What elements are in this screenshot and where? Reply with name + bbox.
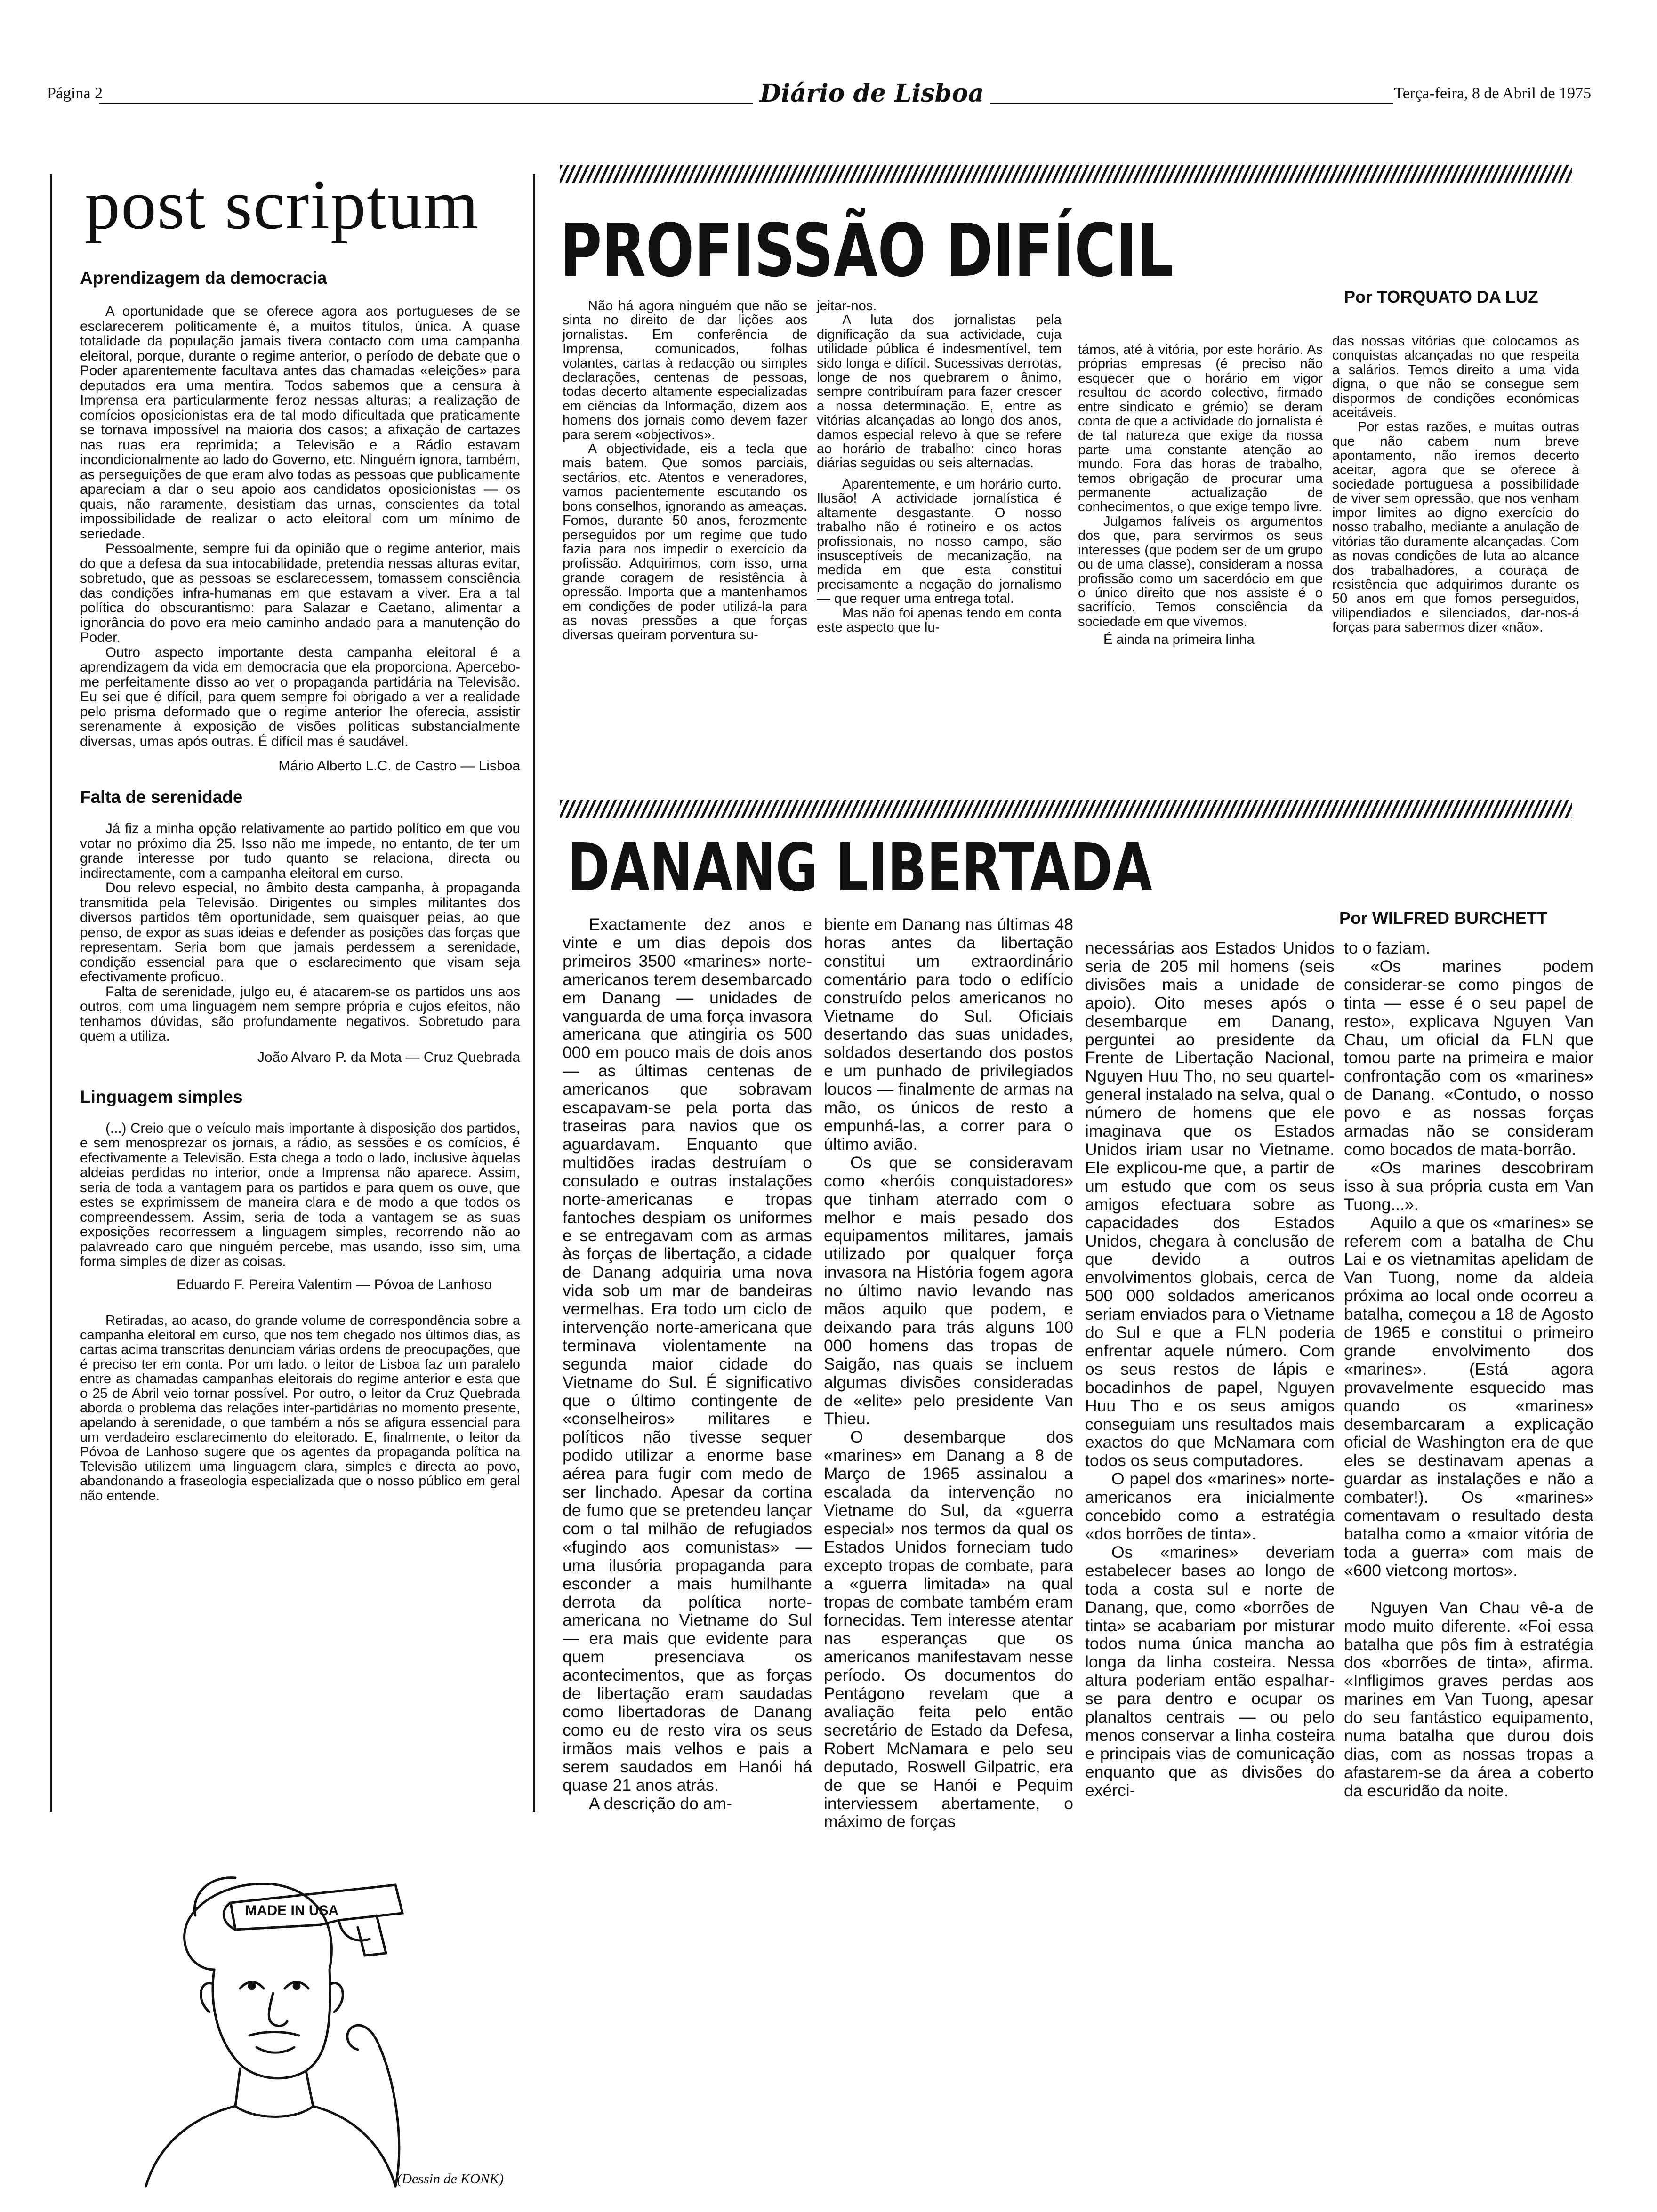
article-paragraph: O papel dos «marines» norte-americanos era inicialmente concebido como a estratégia «dos borrões de tinta».	[1085, 1469, 1335, 1543]
danang-column-4	[1344, 939, 1593, 1800]
section-divider	[560, 165, 1572, 183]
letter-body	[80, 304, 520, 749]
article-paragraph: Mas não foi apenas tendo em conta este aspecto que lu-	[817, 605, 1062, 635]
danang-headline: DANANG LIBERTADA	[567, 830, 1153, 906]
letter-heading: Falta de serenidade	[80, 787, 243, 807]
cartoon	[94, 1814, 518, 2191]
profissao-column-2	[817, 299, 1062, 634]
letter-body	[80, 1121, 520, 1269]
article-paragraph: Os que se consideravam como «heróis conquistadores» que tinham aterrado com o melhor e mais pesado dos equipamentos militares, jamais utilizado por qualquer força invasora na História fogem agora no último navio levando nas mãos aquilo que podem, e deixando para trás alguns 100 000 homens das tropas de Saigão, nas quais se incluem algumas divisões consideradas de «elite» pelo presidente Van Thieu.	[824, 1153, 1073, 1428]
post-scriptum-column	[80, 268, 520, 1503]
article-paragraph: Nguyen Van Chau vê-a de modo muito diferente. «Foi essa batalha que pôs fim à estratégia dos «borrões de tinta», afirma. «Infligimos graves perdas aos marines em Van Tuong, apesar do seu fantástico equipamento, numa batalha que durou dois dias, com as nossas tropas a afastarem-se da área a coberto da escuridão da noite.	[1344, 1598, 1593, 1800]
article-paragraph: to o faziam.	[1344, 938, 1431, 957]
profissao-byline: Por TORQUATO DA LUZ	[1344, 287, 1538, 306]
letter-signature: Mário Alberto L.C. de Castro — Lisboa	[278, 758, 520, 774]
danang-column-1	[563, 915, 812, 1812]
letter-heading: Aprendizagem da democracia	[80, 268, 327, 288]
post-scriptum-title: post scriptum	[85, 166, 480, 244]
article-paragraph: A descrição do am-	[589, 1794, 732, 1813]
article-paragraph: támos, até à vitória, por este horário. As próprias empresas (é preciso não esquecer que o horário em vigor resultou de acordo colectivo, firmado entre sindicato e grémio) se deram conta de que a actividade do jornalista é de tal natureza que exige da nossa parte uma constante atenção ao mundo. Fora das horas de trabalho, temos obrigação de procurar uma permanente actualização de conhecimentos, o que exige tempo livre.	[1078, 342, 1323, 515]
article-paragraph: das nossas vitórias que colocamos as conquistas alcançadas no que respeita a salários. Temos direito a uma vida digna, o que não se consegue sem dispormos de condições económicas aceitáveis.	[1332, 334, 1579, 421]
article-paragraph: Aparentemente, e um horário curto. Ilusão! A actividade jornalística é altamente desgastante. O nosso trabalho não é rotineiro e os actos profissionais, no nosso campo, são insusceptíveis de mecanização, na medida em que esta constitui precisamente a negação do jornalismo — que requer uma entrega total.	[817, 476, 1062, 607]
letter-paragraph: A oportunidade que se oferece agora aos portugueses de se esclarecerem politicamente é, a muitos títulos, única. A quase totalidade da população jamais tivera contacto com uma campanha eleitoral, porque, durante o regime anterior, o período de debate que o Poder aparentemente facultava antes das chamadas «eleições» para deputados era uma mentira. Todos sabemos que a censura à Imprensa era particularmente feroz nessas alturas; a realização de comícios oposicionistas era de tal modo dificultada que praticamente se tornava impossível na maioria dos casos; a afixação de cartazes nas ruas era reprimida; a Televisão e a Rádio estavam incondicionalmente ao lado do Governo, etc. Ninguém ignora, também, as perseguições de que eram alvo todas as pessoas que publicamente apareciam a dar o seu apoio aos candidatos oposicionistas — os quais, não raramente, desistiam das urnas, conscientes da total impossibilidade de realizar o acto eleitoral com um mínimo de seriedade.	[80, 304, 520, 542]
column-divider	[533, 174, 535, 1812]
article-paragraph: Aquilo a que os «marines» se referem com a batalha de Chu Lai e os vietnamitas apelidam de Van Tuong, nome da aldeia próxima ao local onde ocorreu a batalha, começou a 18 de Agosto de 1965 e constitui o primeiro grande envolvimento dos «marines». (Está agora provavelmente esquecido mas quando os «marines» desembarcaram a explicação oficial de Washington era de que eles se destinavam apenas a guardar as instalações e não a combater!). Os «marines» comentavam o resultado desta batalha como a «maior vitória de toda a guerra» com mais de «600 vietcong mortos».	[1344, 1213, 1593, 1580]
letter-paragraph: Já fiz a minha opção relativamente ao partido político em que vou votar no próximo dia 25. Isso não me impede, no entanto, de ter um grande interesse por tudo quanto se relaciona, directa ou indirectamente, com a campanha eleitoral em curso.	[80, 821, 520, 881]
page-number: Página 2	[47, 85, 103, 102]
letter-signature: Eduardo F. Pereira Valentim — Póvoa de Lanhoso	[177, 1276, 492, 1292]
letter-heading: Linguagem simples	[80, 1087, 243, 1106]
article-paragraph: Os «marines» deveriam estabelecer bases ao longo de toda a costa sul e norte de Danang, que, como «borrões de tinta» se acabariam por misturar todos numa única mancha ao longa da linha costeira. Nessa altura poderiam então espalhar-se para dentro e ocupar os planaltos centrais — ou pelo menos conservar a linha costeira e principais vias de comunicação enquanto que as divisões do exérci-	[1085, 1542, 1335, 1800]
profissao-column-1	[563, 299, 807, 642]
article-paragraph: Por estas razões, e muitas outras que não cabem num breve apontamento, não iremos decerto aceitar, agora que se oferece à sociedade portuguesa a possibilidade de viver sem opressão, que nos venham impor limites ao digno exercício do nosso trabalho, mediante a anulação de vitórias tão duramente alcançadas. Com as novas condições de luta ao alcance dos trabalhadores, a couraça de resistência que adquirimos durante os 50 anos em que fomos perseguidos, vilipendiados e silenciados, dar-nos-á forças para sabermos dizer «não».	[1332, 419, 1579, 635]
article-paragraph: O desembarque dos «marines» em Danang a 8 de Março de 1965 assinalou a escalada da intervenção no Vietname do Sul, da «guerra especial» nos termos da qual os Estados Unidos forneciam tudo excepto tropas de combate, para a «guerra limitada» na qual tropas de combate também eram fornecidas. Tem interesse atentar nas esperanças que os americanos manifestavam nesse período. Os documentos do Pentágono revelam que a avaliação feita pelo então secretário de Estado da Defesa, Robert McNamara e pelo seu deputado, Roswell Gilpatric, era de que se Hanói e Pequim interviessem abertamente, o máximo de forças	[824, 1427, 1073, 1831]
letter-signature: João Alvaro P. da Mota — Cruz Quebrada	[257, 1049, 520, 1065]
article-paragraph: «Os marines podem considerar-se como pingos de tinta — esse é o seu papel de resto», explicava Nguyen Van Chau, um oficial da FLN que tomou parte na primeira e maior confrontação com os «marines» de Danang. «Contudo, o nosso povo e as nossas forças armadas não se consideram como bocados de mata-borrão.	[1344, 956, 1593, 1159]
article-paragraph: É ainda na primeira linha	[1103, 632, 1255, 648]
masthead	[47, 71, 1591, 113]
masthead-rule	[99, 103, 1393, 104]
danang-byline: Por WILFRED BURCHETT	[1339, 908, 1547, 928]
letter-body	[80, 821, 520, 1044]
section-divider	[560, 800, 1572, 818]
article-paragraph: A objectividade, eis a tecla que mais batem. Que somos parciais, sectários, etc. Atentos e veneradores, vamos pacientemente escutando os bons conselhos, ignorando as ameaças. Fomos, durante 50 anos, ferozmente perseguidos por um regime que tudo fazia para nos impedir o exercício da profissão. Adquirimos, com isso, uma grande coragem de resistência à opressão. Importa que a mantenhamos em condições de poder utilizá-la para as novas pressões a que forças diversas queiram porventura su-	[563, 441, 807, 643]
article-paragraph: Exactamente dez anos e vinte e um dias depois dos primeiros 3500 «marines» norte-americanos terem desembarcado em Danang — unidades de vanguarda de uma força invasora americana que atingiria os 500 000 em pouco mais de dois anos — as últimas centenas de americanos que sobravam escapavam-se pela porta das traseiras para navios que os aguardavam. Enquanto que multidões iradas destruíam o consulado e outras instalações norte-americanas e tropas fantoches despiam os uniformes e se entregavam com as armas às forças de libertação, a cidade de Danang adquiria uma nova vida sob um mar de bandeiras vermelhas. Era todo um ciclo de intervenção norte-americana que terminava violentamente na segunda maior cidade do Vietname do Sul. É significativo que o último contingente de «conselheiros» militares e políticos não tivesse sequer podido utilizar a enorme base aérea para fugir com medo de ser linchado. Apesar da cortina de fumo que se pretendeu lançar com o tal milhão de refugiados «fugindo aos comunistas» — uma ilusória propaganda para esconder a mais humilhante derrota da política norte-americana no Vietname do Sul — era mais que evidente para quem presenciava os acontecimentos, que as forças de libertação eram saudadas como libertadoras de Danang como eu de resto vira os seus irmãos mais velhos e pais a serem saudados em Hanói há quase 21 anos atrás.	[563, 915, 812, 1795]
newspaper-name: Diário de Lisboa	[753, 79, 990, 108]
letter-paragraph: Dou relevo especial, no âmbito desta campanha, à propaganda transmitida pela Televisão. Dirigentes ou simples militantes dos diversos partidos têm oportunidade, sem quaisquer peias, ao que penso, de expor as suas ideias e defender as posições das forças que representam. Seria bom que jamais perdessem a serenidade, condição essencial para que o esclarecimento que visam seja efectivamente proficuo.	[80, 880, 520, 985]
editor-note	[80, 1314, 520, 1503]
danang-column-3	[1085, 939, 1335, 1800]
gun-label: MADE IN USA	[245, 1903, 339, 1918]
article-paragraph: necessárias aos Estados Unidos seria de 205 mil homens (seis divisões mais a unidade de apoio). Oito meses após o desembarque em Danang, perguntei ao presidente da Frente de Libertação Nacional, Nguyen Huu Tho, no seu quartel-general instalado na selva, qual o número de homens que ele imaginava que os Estados Unidos iriam usar no Vietname. Ele explicou-me que, a partir de um estudo que com os seus amigos efectuara sobre as capacidades dos Estados Unidos, chegara à conclusão de que devido a outros envolvimentos globais, cerca de 500 000 soldados americanos seriam enviados para o Vietname do Sul e que a FLN poderia enfrentar aquele número. Com os seus restos de lápis e bocadinhos de papel, Nguyen Huu Tho e os seus amigos conseguiam uns resultados mais exactos do que McNamara com todos os seus computadores.	[1085, 938, 1335, 1470]
letter-paragraph: Outro aspecto importante desta campanha eleitoral é a aprendizagem da vida em democracia que ela proporciona. Apercebo-me perfeitamente disso ao ver o propaganda partidária na Televisão. Eu sei que é difícil, para quem sempre foi obrigado a ver a realidade pelo prisma deformado que o regime anterior lhe oferecia, assistir serenamente à exposição de visões políticas substancialmente diversas, umas após outras. É difícil mas é saudável.	[80, 644, 520, 749]
danang-column-2	[824, 915, 1073, 1831]
article-paragraph: A luta dos jornalistas pela dignificação da sua actividade, cuja utilidade pública é indesmentível, tem sido longa e difícil. Sucessivas derrotas, longe de nos quebrarem o ânimo, sempre contribuíram para fazer crescer a nossa determinação. E, entre as vitórias alcançadas ao longo dos anos, damos especial relevo à que se refere ao horário de trabalho: cinco horas diárias seguidas ou seis alternadas.	[817, 313, 1062, 471]
profissao-headline: PROFISSÃO DIFÍCIL	[560, 208, 1174, 293]
letter-paragraph: Falta de serenidade, julgo eu, é atacarem-se os partidos uns aos outros, com uma linguagem nem sempre própria e cujos efeitos, não tenhamos dúvidas, são profundamente negativos. Sobretudo para quem a utiliza.	[80, 984, 520, 1044]
column-divider	[50, 174, 52, 1812]
article-paragraph: «Os marines descobriram isso à sua própria custa em Van Tuong...».	[1344, 1158, 1593, 1214]
article-paragraph: biente em Danang nas últimas 48 horas antes da libertação constitui um extraordinário comentário para todo o edifício construído pelos americanos no Vietname do Sul. Oficiais desertando das suas unidades, soldados desertando dos postos e um punhado de privilegiados loucos — finalmente de armas na mão, os únicos de resto a empunhá-las, a correr para o último avião.	[824, 915, 1073, 1154]
issue-date: Terça-feira, 8 de Abril de 1975	[1394, 85, 1591, 102]
editor-note-text: Retiradas, ao acaso, do grande volume de correspondência sobre a campanha eleitoral em curso, que nos tem chegado nos últimos dias, as cartas acima transcritas denunciam várias ordens de preocupações, que é preciso ter em conta. Por um lado, o leitor de Lisboa faz um paralelo entre as chamadas campanhas eleitorais do regime anterior e esta que o 25 de Abril veio tornar possível. Por outro, o leitor da Cruz Quebrada aborda o problema das relações inter-partidárias no momento presente, apelando à serenidade, o que também a nós se afigura essencial para um verdadeiro esclarecimento do eleitorado. E, finalmente, o leitor da Póvoa de Lanhoso sugere que os agentes da propaganda política na Televisão utilizem uma linguagem clara, simples e directa ao povo, abandonando a fraseologia especializada que o nosso público em geral não entende.	[80, 1313, 520, 1503]
profissao-column-4	[1332, 334, 1579, 635]
cartoon-drawing	[94, 1814, 518, 2191]
profissao-column-3	[1078, 343, 1323, 647]
article-paragraph: Não há agora ninguém que não se sinta no direito de dar lições aos jornalistas. Em conferência de Imprensa, comunicados, folhas volantes, cartas à redacção ou simples declarações, centenas de pessoas, todas decerto altamente especializadas em ciências da Informação, dizem aos homens dos jornais como devem fazer para serem «objectivos».	[563, 298, 807, 442]
letter-paragraph: (...) Creio que o veículo mais importante à disposição dos partidos, e sem menosprezar os jornais, a rádio, as sessões e os comícios, é efectivamente a Televisão. Esta chega a todo o lado, inclusive àquelas aldeias perdidas no interior, onde a Imprensa não aparece. Assim, seria de toda a vantagem para os partidos e para quem os ouve, que estes se exprimissem de maneira clara e de modo a que todos os compreendessem. Assim, seria de toda a vantagem se as suas exposições recorressem a linguagem simples, recorrendo não ao palavreado caro que ninguém percebe, mas usando, isso sim, uma forma simples de dizer as coisas.	[80, 1120, 520, 1269]
article-paragraph: jeitar-nos.	[817, 298, 877, 313]
letter-paragraph: Pessoalmente, sempre fui da opinião que o regime anterior, mais do que a defesa da sua intocabilidade, pretendia nessas alturas evitar, sobretudo, que as pessoas se esclarecessem, tomassem consciência das condições infra-humanas em que estavam a viver. Era a tal política do obscurantismo: para Salazar e Caetano, alimentar a ignorância do povo era meio caminho andado para a manutenção do Poder.	[80, 541, 520, 645]
cartoon-credit: (Dessin de KONK)	[397, 2171, 504, 2187]
article-paragraph: Julgamos falíveis os argumentos dos que, para servirmos os seus interesses (que podem ser de um grupo ou de uma classe), consideram a nossa profissão como um sacerdócio em que o único direito que nos assiste é o sacrifício. Temos consciência da sociedade em que vivemos.	[1078, 513, 1323, 629]
